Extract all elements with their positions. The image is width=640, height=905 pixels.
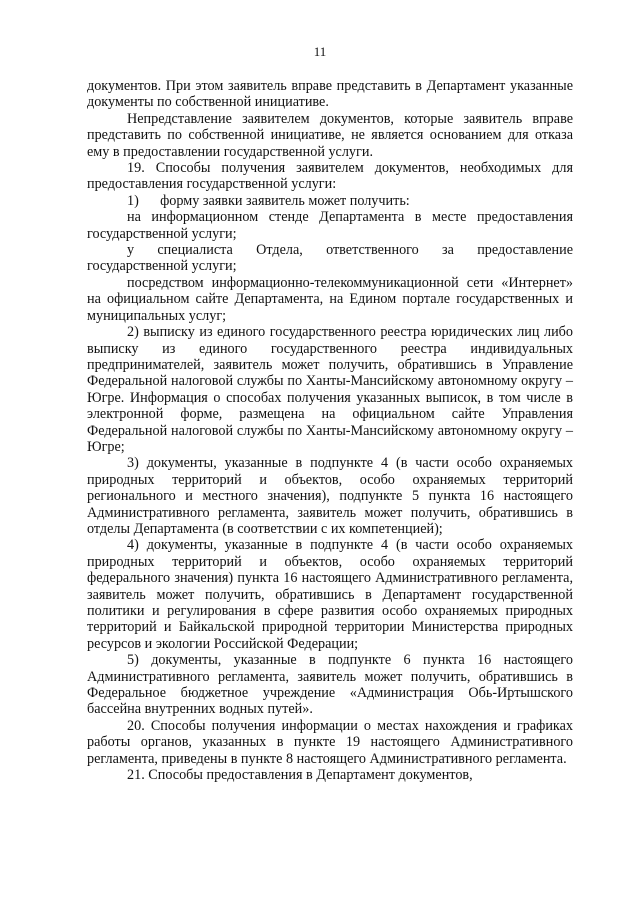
- paragraph-item-20: 20. Способы получения информации о местах нахождения и графиках работы органов, указанных в пункте 19 настоящего Административного регламента, приведены в пункте 8 настоящего Административного регламента.: [87, 717, 573, 767]
- paragraph-item-21: 21. Способы предоставления в Департамент документов,: [127, 767, 473, 784]
- paragraph-item-19: 19. Способы получения заявителем документов, необходимых для предоставления государственной услуги:: [87, 160, 573, 193]
- document-body: [87, 78, 573, 783]
- paragraph-subitem-3: 3) документы, указанные в подпункте 4 (в части особо охраняемых природных территорий и объектов, особо охраняемых территорий регионального и местного значения), подпункте 5 пункта 16 настоящего Административного регламента, заявитель может получить, обратившись в отделы Департамента (в соответствии с их компетенцией);: [87, 455, 573, 537]
- paragraph-subitem-2: 2) выписку из единого государственного реестра юридических лиц либо выписку из единого государственного реестра индивидуальных предпринимателей, заявитель может получить, обратившись в Управление Федеральной налоговой службы по Ханты-Мансийскому автономному округу – Югре. Информация о способах получения указанных выписок, в том числе в электронной форме, размещена на официальном сайте Управления Федеральной налоговой службы по Ханты-Мансийскому автономному округу – Югре;: [87, 324, 573, 455]
- paragraph: на информационном стенде Департамента в месте предоставления государственной услуги;: [87, 209, 573, 242]
- paragraph-subitem-1: 1) форму заявки заявитель может получить:: [127, 192, 410, 209]
- paragraph: Непредставление заявителем документов, которые заявитель вправе представить по собственной инициативе, не является основанием для отказа ему в предоставлении государственной услуги.: [87, 110, 573, 160]
- paragraph-subitem-5: 5) документы, указанные в подпункте 6 пункта 16 настоящего Административного регламента, заявитель может получить, обратившись в Федеральное бюджетное учреждение «Администрация Обь-Иртышского бассейна внутренних водных путей».: [87, 652, 573, 718]
- page-number: 11: [313, 44, 327, 59]
- paragraph: у специалиста Отдела, ответственного за предоставление государственной услуги;: [87, 242, 573, 275]
- paragraph: посредством информационно-телекоммуникационной сети «Интернет» на официальном сайте Департамента, на Едином портале государственных и муниципальных услуг;: [87, 274, 573, 324]
- paragraph-continuation: документов. При этом заявитель вправе представить в Департамент указанные документы по собственной инициативе.: [87, 78, 573, 111]
- paragraph-subitem-4: 4) документы, указанные в подпункте 4 (в части особо охраняемых природных территорий и объектов, особо охраняемых территорий федерального значения) пункта 16 настоящего Административного регламента, заявитель может получить, обратившись в Департамент государственной политики и регулирования в сфере развития особо охраняемых природных территорий и Байкальской природной территории Министерства природных ресурсов и экологии Российской Федерации;: [87, 537, 573, 652]
